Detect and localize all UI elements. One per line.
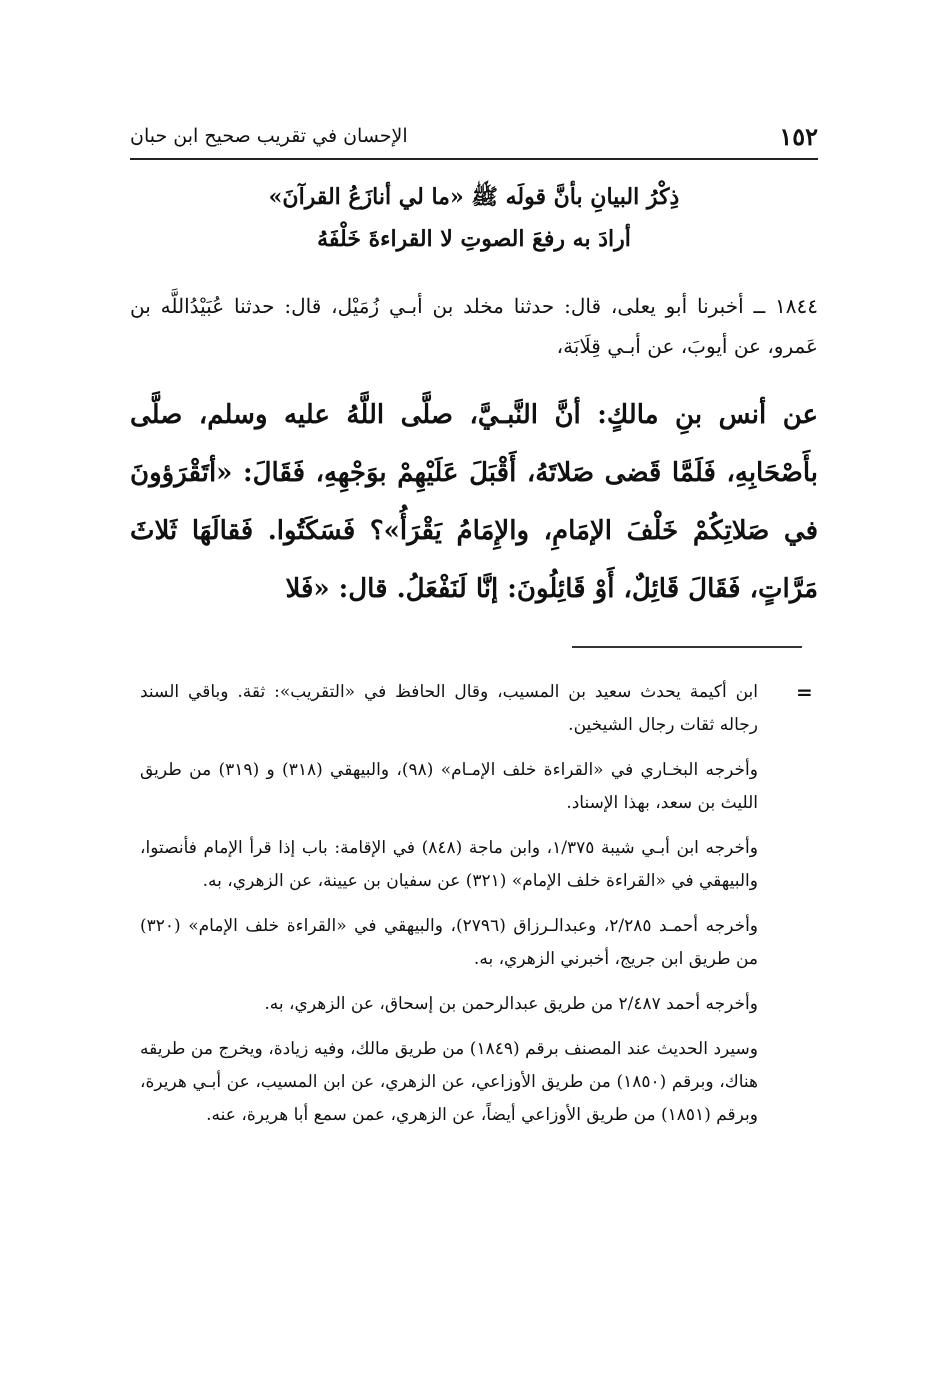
footnote-paragraph: وأخرجه أحمـد ٢/٢٨٥، وعبدالـرزاق (٢٧٩٦)، والبيهقي في «القراءة خلف الإمام» (٣٢٠) من طريق ابن جريج، أخبرني الزهري، به. <box>140 916 759 969</box>
footnote-continuation-marker: = <box>796 680 813 704</box>
section-heading-line-1: ذِكْرُ البيانِ بأنَّ قولَه ﷺ «ما لي أنازَعُ القرآنَ» <box>268 184 680 210</box>
section-heading <box>130 176 818 260</box>
footnote-paragraph: وأخرجه ابن أبـي شيبة ١/٣٧٥، وابن ماجة (٨٤٨) في الإقامة: باب إذا قرأ الإمام فأنصتوا، والبيهقي في «القراءة خلف الإمام» (٣٢١) عن سفيان بن عيينة، عن الزهري، به. <box>140 838 758 891</box>
hadith-isnad: ١٨٤٤ ــ أخبرنا أبو يعلى، قال: حدثنا مخلد بن أبـي زُمَيْل، قال: حدثنا عُبَيْدُاللَّه بن عَمرو، عن أيوبَ، عن أبـي قِلَابَة، <box>130 294 818 358</box>
page-number: ١٥٢ <box>779 121 818 151</box>
footnote-paragraph: وأخرجه أحمد ٢/٤٨٧ من طريق عبدالرحمن بن إسحاق، عن الزهري، به. <box>264 994 758 1014</box>
footnote-paragraph: وأخرجه البخـاري في «القراءة خلف الإمـام» (٩٨)، والبيهقي (٣١٨) و (٣١٩) من طريق الليث بن سعد، بهذا الإسناد. <box>140 760 758 813</box>
running-header <box>130 118 818 154</box>
header-rule <box>130 158 818 160</box>
footnotes <box>140 676 758 1144</box>
section-heading-line-2: أرادَ به رفعَ الصوتِ لا القراءةَ خَلْفَهُ <box>317 226 631 252</box>
footnote-paragraph: وسيرد الحديث عند المصنف برقم (١٨٤٩) من طريق مالك، وفيه زيادة، ويخرج من طريقه هناك، وبرقم (١٨٥٠) من طريق الأوزاعي، عن الزهري، عن ابن المسيب، عن أبـي هريرة، وبرقم (١٨٥١) من طريق الأوزاعي أيضاً، عن الزهري، عمن سمع أبا هريرة، عنه. <box>140 1039 759 1125</box>
footnote-rule <box>572 646 802 648</box>
hadith-matn: عن أنس بنِ مالكٍ: أنَّ النَّبـيَّ، صلَّى اللَّهُ عليه وسلم، صلَّى بأَصْحَابِهِ، فَلَمَّا قَضى صَلاتَهُ، أَقْبَلَ عَلَيْهِمْ بوَجْهِهِ، فَقَالَ: «أتَقْرَؤونَ في صَلاتِكُمْ خَلْفَ الإمَامِ، والإِمَامُ يَقْرَأُ»؟ فَسَكَتُوا. فَقالَهَا ثَلاثَ مَرَّاتٍ، فَقَالَ قَائِلٌ، أَوْ قَائِلُونَ: إنَّا لَنَفْعَلُ. قال: «فَلا <box>130 400 818 604</box>
footnote-paragraph: ابن أكيمة يحدث سعيد بن المسيب، وقال الحافظ في «التقريب»: ثقة. وباقي السند رجاله ثقات رجال الشيخين. <box>140 682 758 735</box>
running-title: الإحسان في تقريب صحيح ابن حبان <box>130 125 408 147</box>
